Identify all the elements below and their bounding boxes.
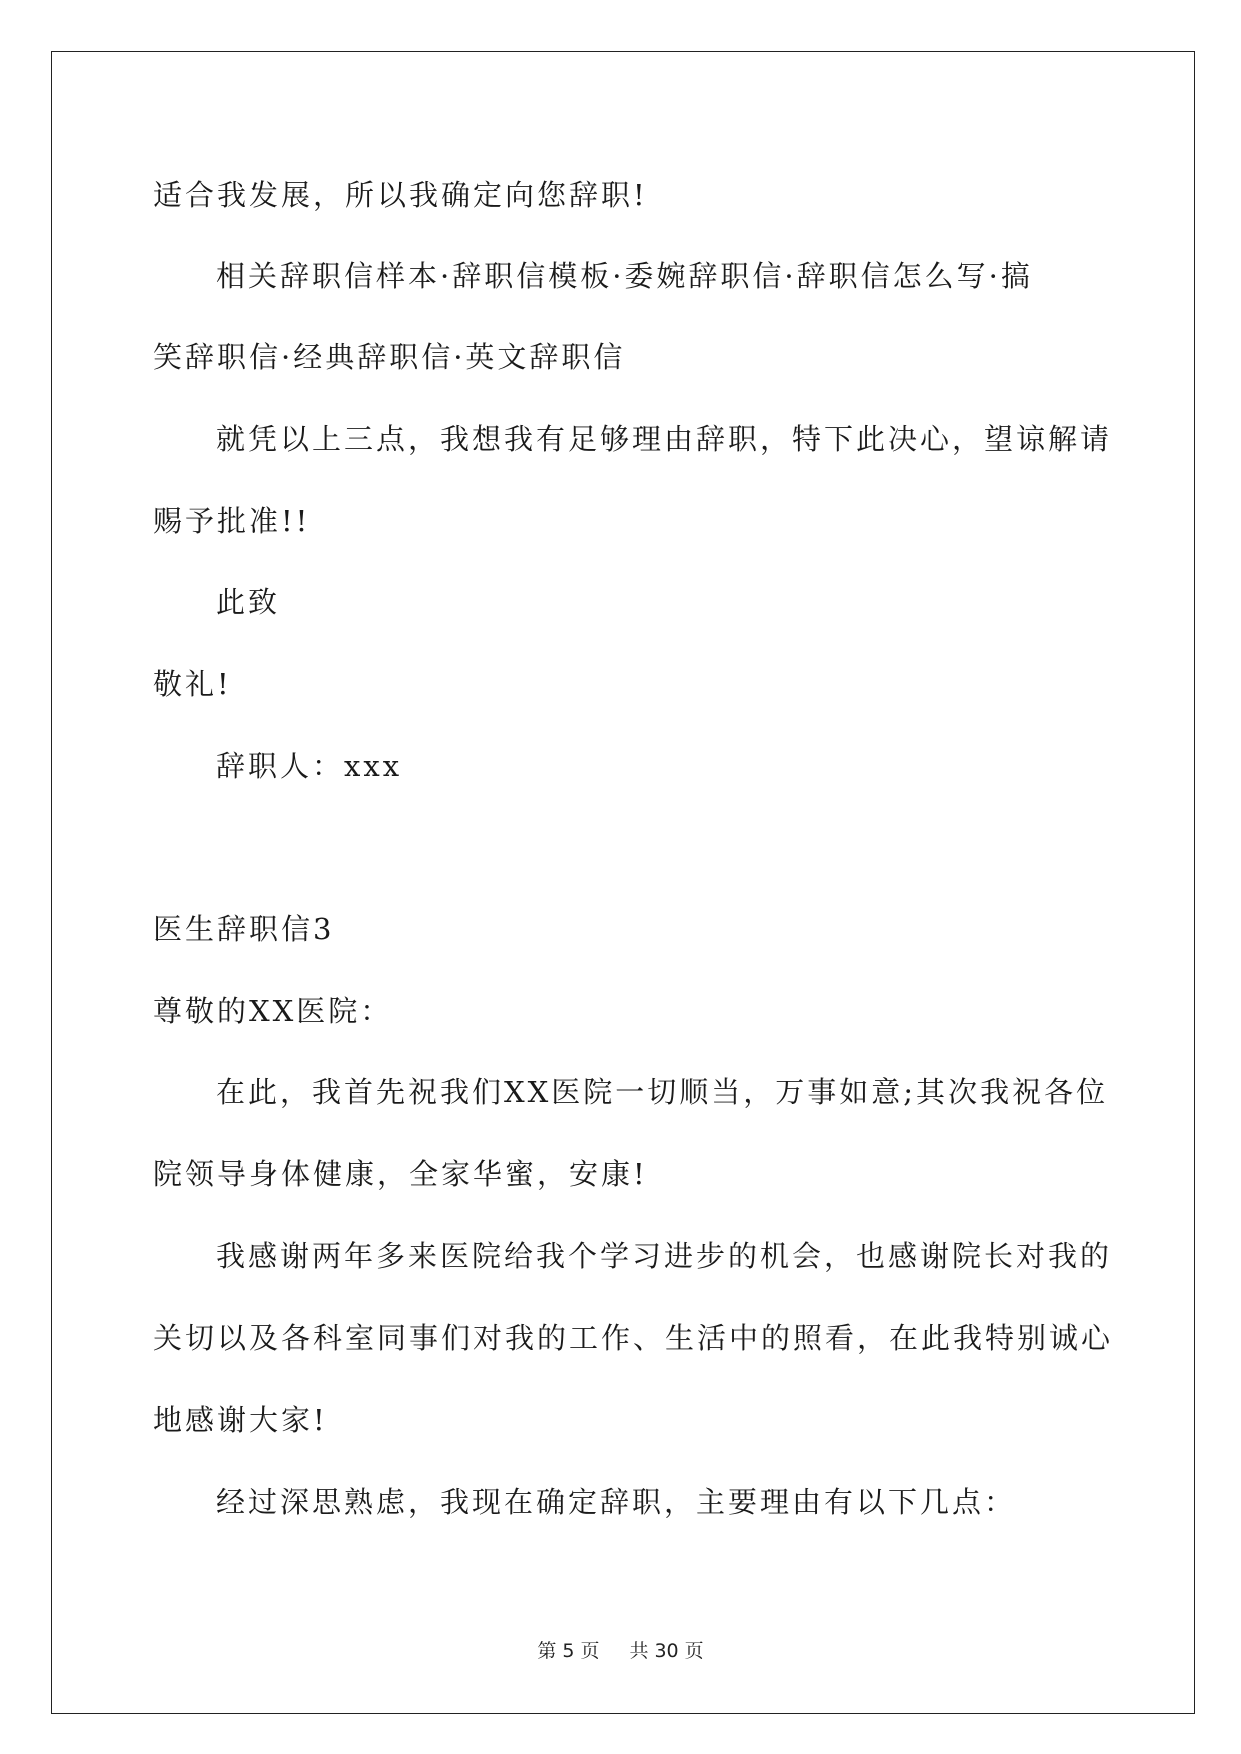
text-line: 敬礼!	[153, 667, 232, 701]
text-line: 适合我发展，所以我确定向您辞职!	[153, 178, 648, 212]
text-line: 相关辞职信样本·辞职信模板·委婉辞职信·辞职信怎么写·搞	[216, 259, 1033, 293]
text-line: 笑辞职信·经典辞职信·英文辞职信	[153, 340, 626, 374]
page-prefix: 第	[537, 1640, 557, 1662]
total-pages: 30	[654, 1640, 679, 1662]
salutation: 尊敬的XX医院：	[153, 994, 393, 1028]
text-line: 关切以及各科室同事们对我的工作、生活中的照看，在此我特别诚心	[153, 1321, 1114, 1355]
total-prefix: 共	[629, 1640, 649, 1662]
text-line: 在此，我首先祝我们XX医院一切顺当，万事如意;其次我祝各位	[216, 1075, 1109, 1109]
page-border	[51, 51, 1195, 1714]
total-suffix: 页	[684, 1640, 704, 1662]
text-line: 就凭以上三点，我想我有足够理由辞职，特下此决心，望谅解请	[216, 422, 1113, 456]
section-title: 医生辞职信3	[153, 912, 335, 946]
signature-line: 辞职人：xxx	[216, 749, 403, 783]
page-footer	[0, 1636, 1241, 1663]
text-line: 此致	[216, 585, 281, 619]
text-line: 经过深思熟虑，我现在确定辞职，主要理由有以下几点：	[216, 1485, 1017, 1519]
text-line: 院领导身体健康，全家华蜜，安康!	[153, 1157, 648, 1191]
page-number: 5	[562, 1640, 575, 1662]
text-line: 赐予批准!!	[153, 504, 311, 538]
text-line: 地感谢大家!	[153, 1403, 328, 1437]
page-suffix: 页	[580, 1640, 600, 1662]
text-line: 我感谢两年多来医院给我个学习进步的机会，也感谢院长对我的	[216, 1239, 1113, 1273]
